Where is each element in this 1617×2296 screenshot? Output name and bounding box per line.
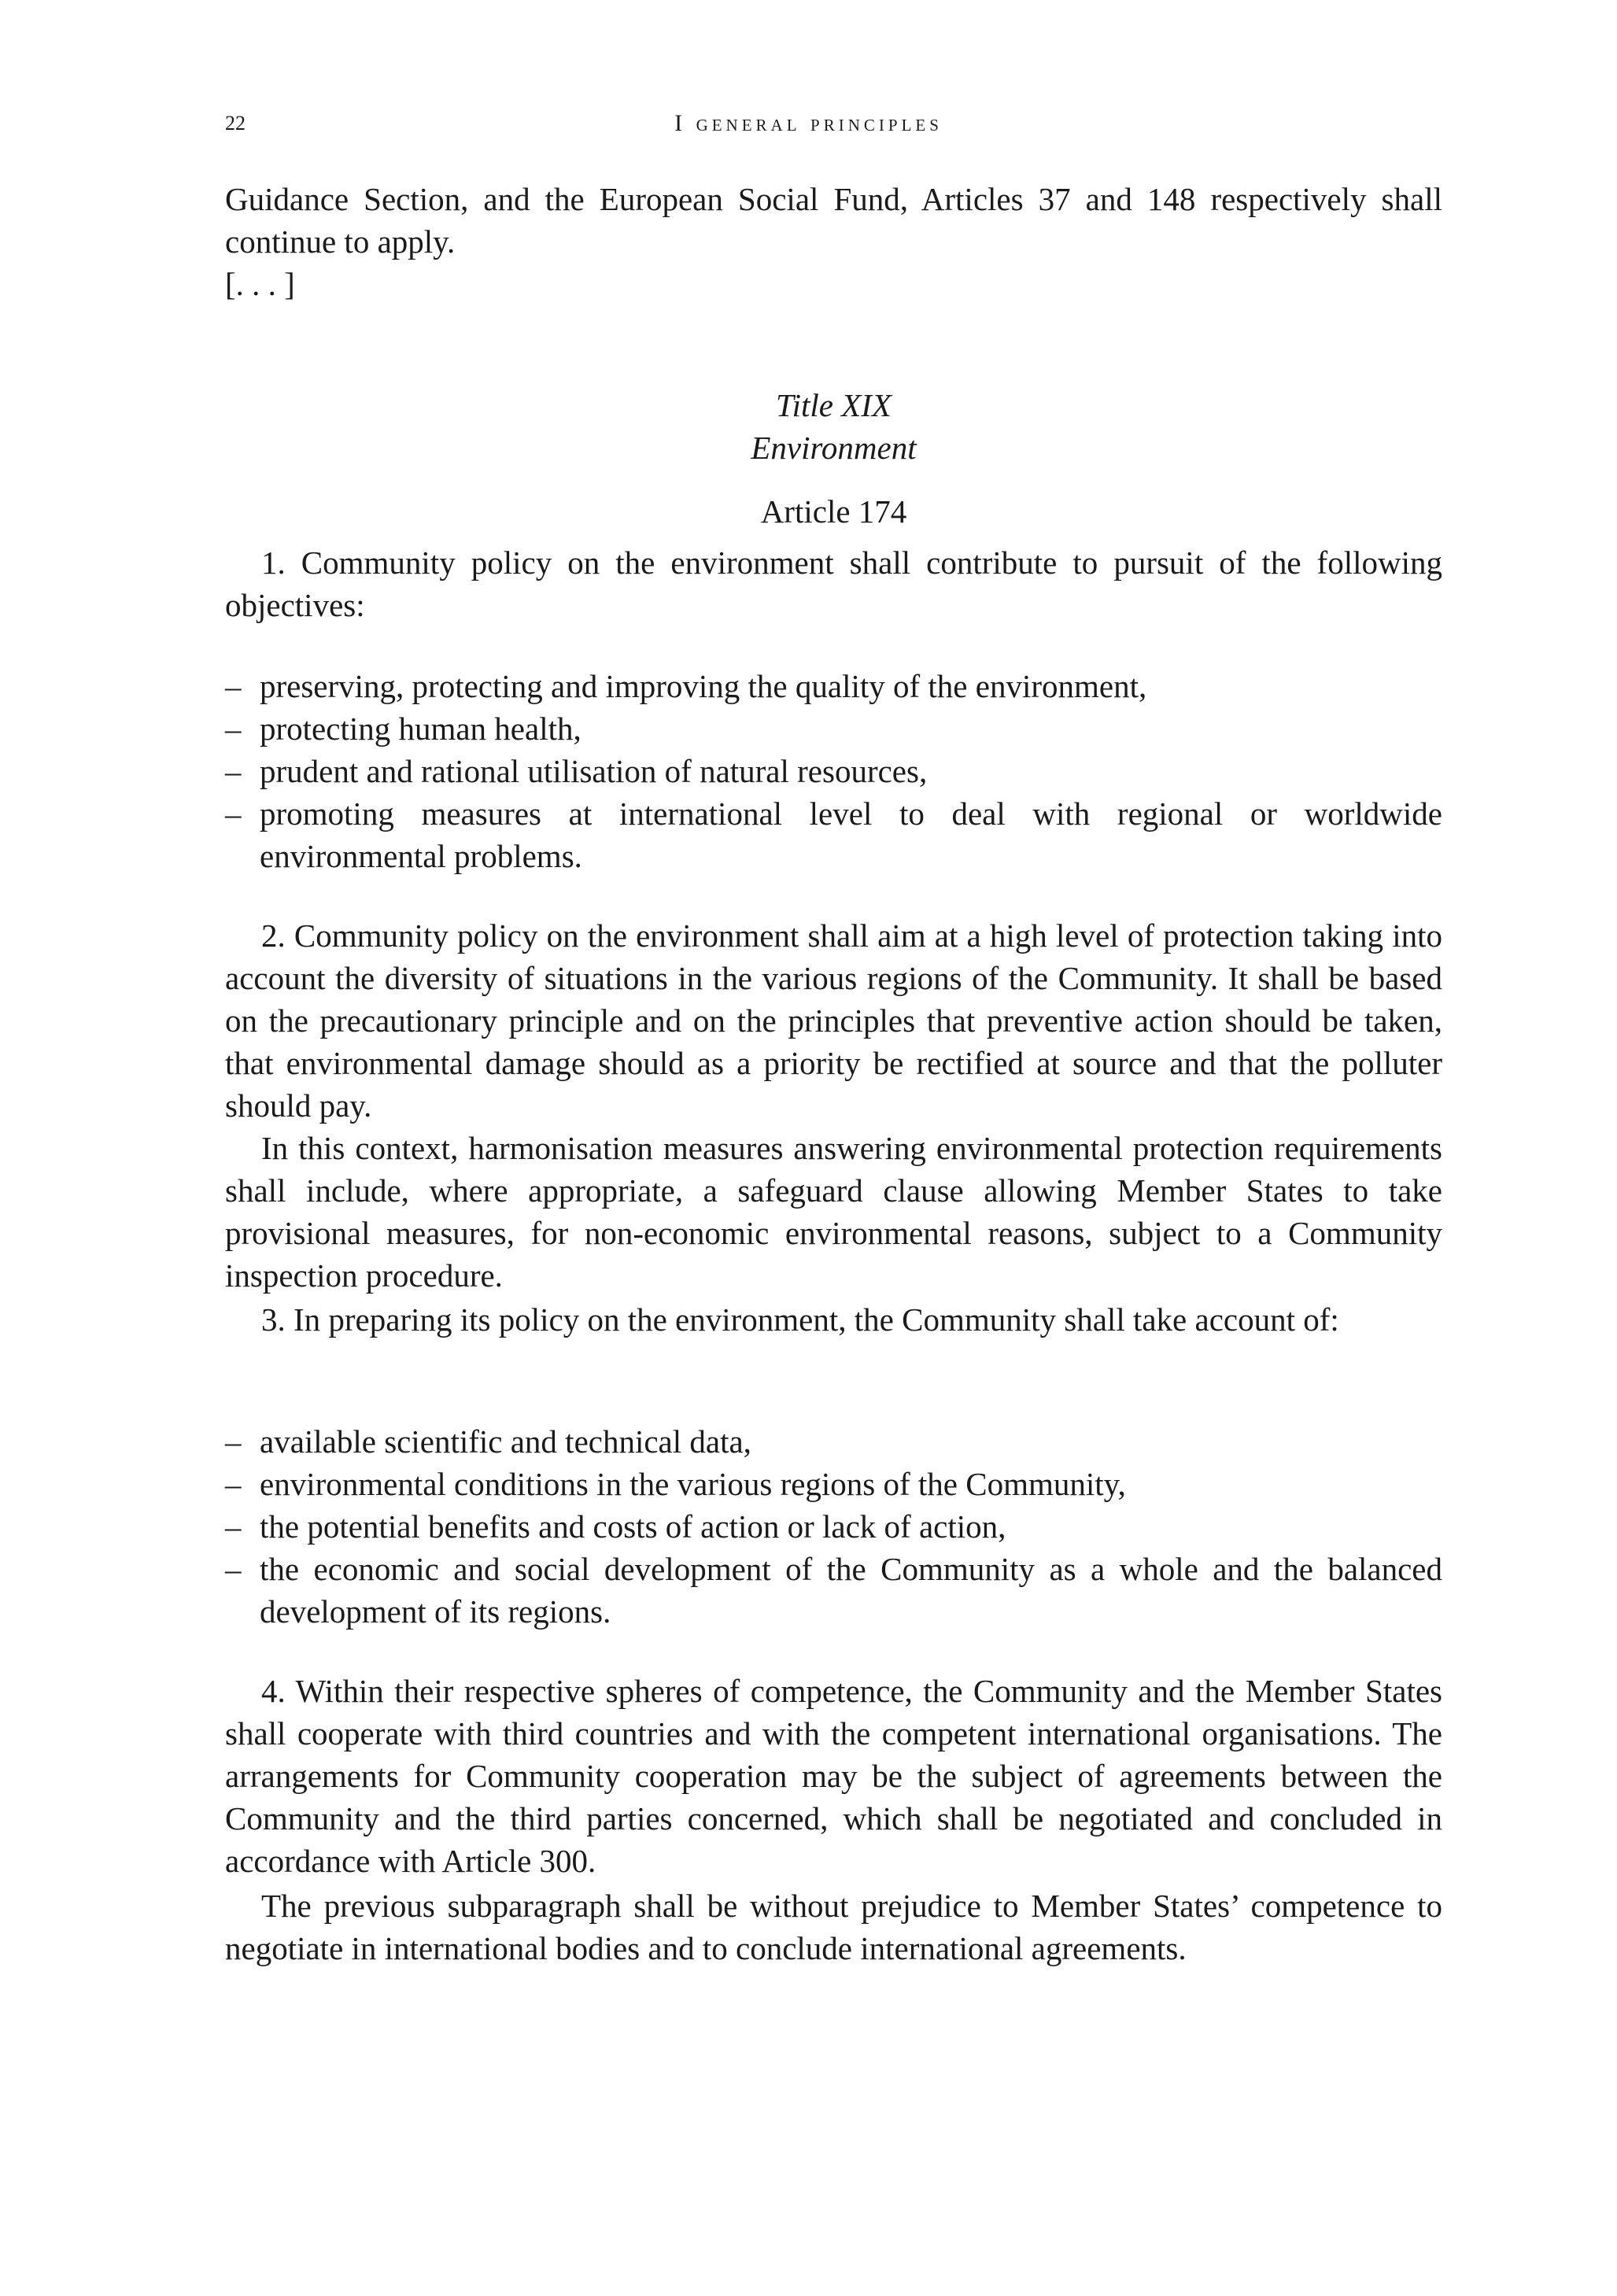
paragraph-4: 4. Within their respective spheres of competence, the Community and the Member States shall cooperate with third countries and with the competent international organisations. The arrangements for Community cooperation may be the subject of agreements between the Community and the third parties concerned, which shall be negotiated and concluded in accordance with Article 300. — [225, 1673, 1442, 1879]
list-item — [225, 1548, 1442, 1633]
list-item-text: promoting measures at international level to deal with regional or worldwide environmental problems. — [260, 795, 1442, 874]
page-number: 22 — [225, 112, 246, 135]
title-name: Environment — [751, 430, 917, 466]
dash: – — [225, 711, 242, 747]
list-item-text: available scientific and technical data, — [260, 1423, 751, 1460]
list-item-text: the economic and social development of the Community as a whole and the balanced development of its regions. — [260, 1551, 1442, 1630]
paragraph-2b: In this context, harmonisation measures answering environmental protection requirements shall include, where appropriate, a safeguard clause allowing Member States to take provisional measures, for non-economic environmental reasons, subject to a Community inspection procedure. — [225, 1130, 1442, 1294]
list-item-text: protecting human health, — [260, 711, 581, 747]
paragraph-2: 2. Community policy on the environment shall aim at a high level of protection taking into account the diversity of situations in the various regions of the Community. It shall be based on the precautionary principle and on the principles that preventive action should be taken, that environmental damage should as a priority be rectified at source and that the polluter should pay. — [225, 917, 1442, 1124]
paragraph-4b: The previous subparagraph shall be without prejudice to Member States’ competence to negotiate in international bodies and to conclude international agreements. — [225, 1888, 1442, 1966]
list-item — [225, 665, 1442, 707]
dash: – — [225, 1423, 242, 1460]
list-item-text: prudent and rational utilisation of natural resources, — [260, 753, 928, 789]
article-heading: Article 174 — [760, 493, 907, 530]
list-item-text: environmental conditions in the various regions of the Community, — [260, 1466, 1126, 1502]
title-number: Title XIX — [776, 387, 892, 423]
dash: – — [225, 1551, 242, 1587]
considerations-list — [225, 1420, 1442, 1633]
dash: – — [225, 795, 242, 832]
paragraph-1: 1. Community policy on the environment shall contribute to pursuit of the following objectives: — [225, 544, 1442, 623]
list-item — [225, 1420, 1442, 1463]
list-item — [225, 707, 1442, 750]
ellipsis: [. . . ] — [225, 266, 295, 302]
list-item-text: preserving, protecting and improving the quality of the environment, — [260, 668, 1147, 704]
paragraph-3: 3. In preparing its policy on the environment, the Community shall take account of: — [261, 1301, 1339, 1338]
list-item — [225, 1505, 1442, 1548]
list-item-text: the potential benefits and costs of action or lack of action, — [260, 1508, 1006, 1545]
intro-text: Guidance Section, and the European Social Fund, Articles 37 and 148 respectively shall continue to apply. — [225, 181, 1442, 260]
dash: – — [225, 1466, 242, 1502]
dash: – — [225, 1508, 242, 1545]
objectives-list — [225, 665, 1442, 877]
dash: – — [225, 668, 242, 704]
list-item — [225, 1463, 1442, 1505]
dash: – — [225, 753, 242, 789]
running-head: I general principles — [674, 110, 943, 136]
list-item — [225, 792, 1442, 877]
list-item — [225, 750, 1442, 792]
